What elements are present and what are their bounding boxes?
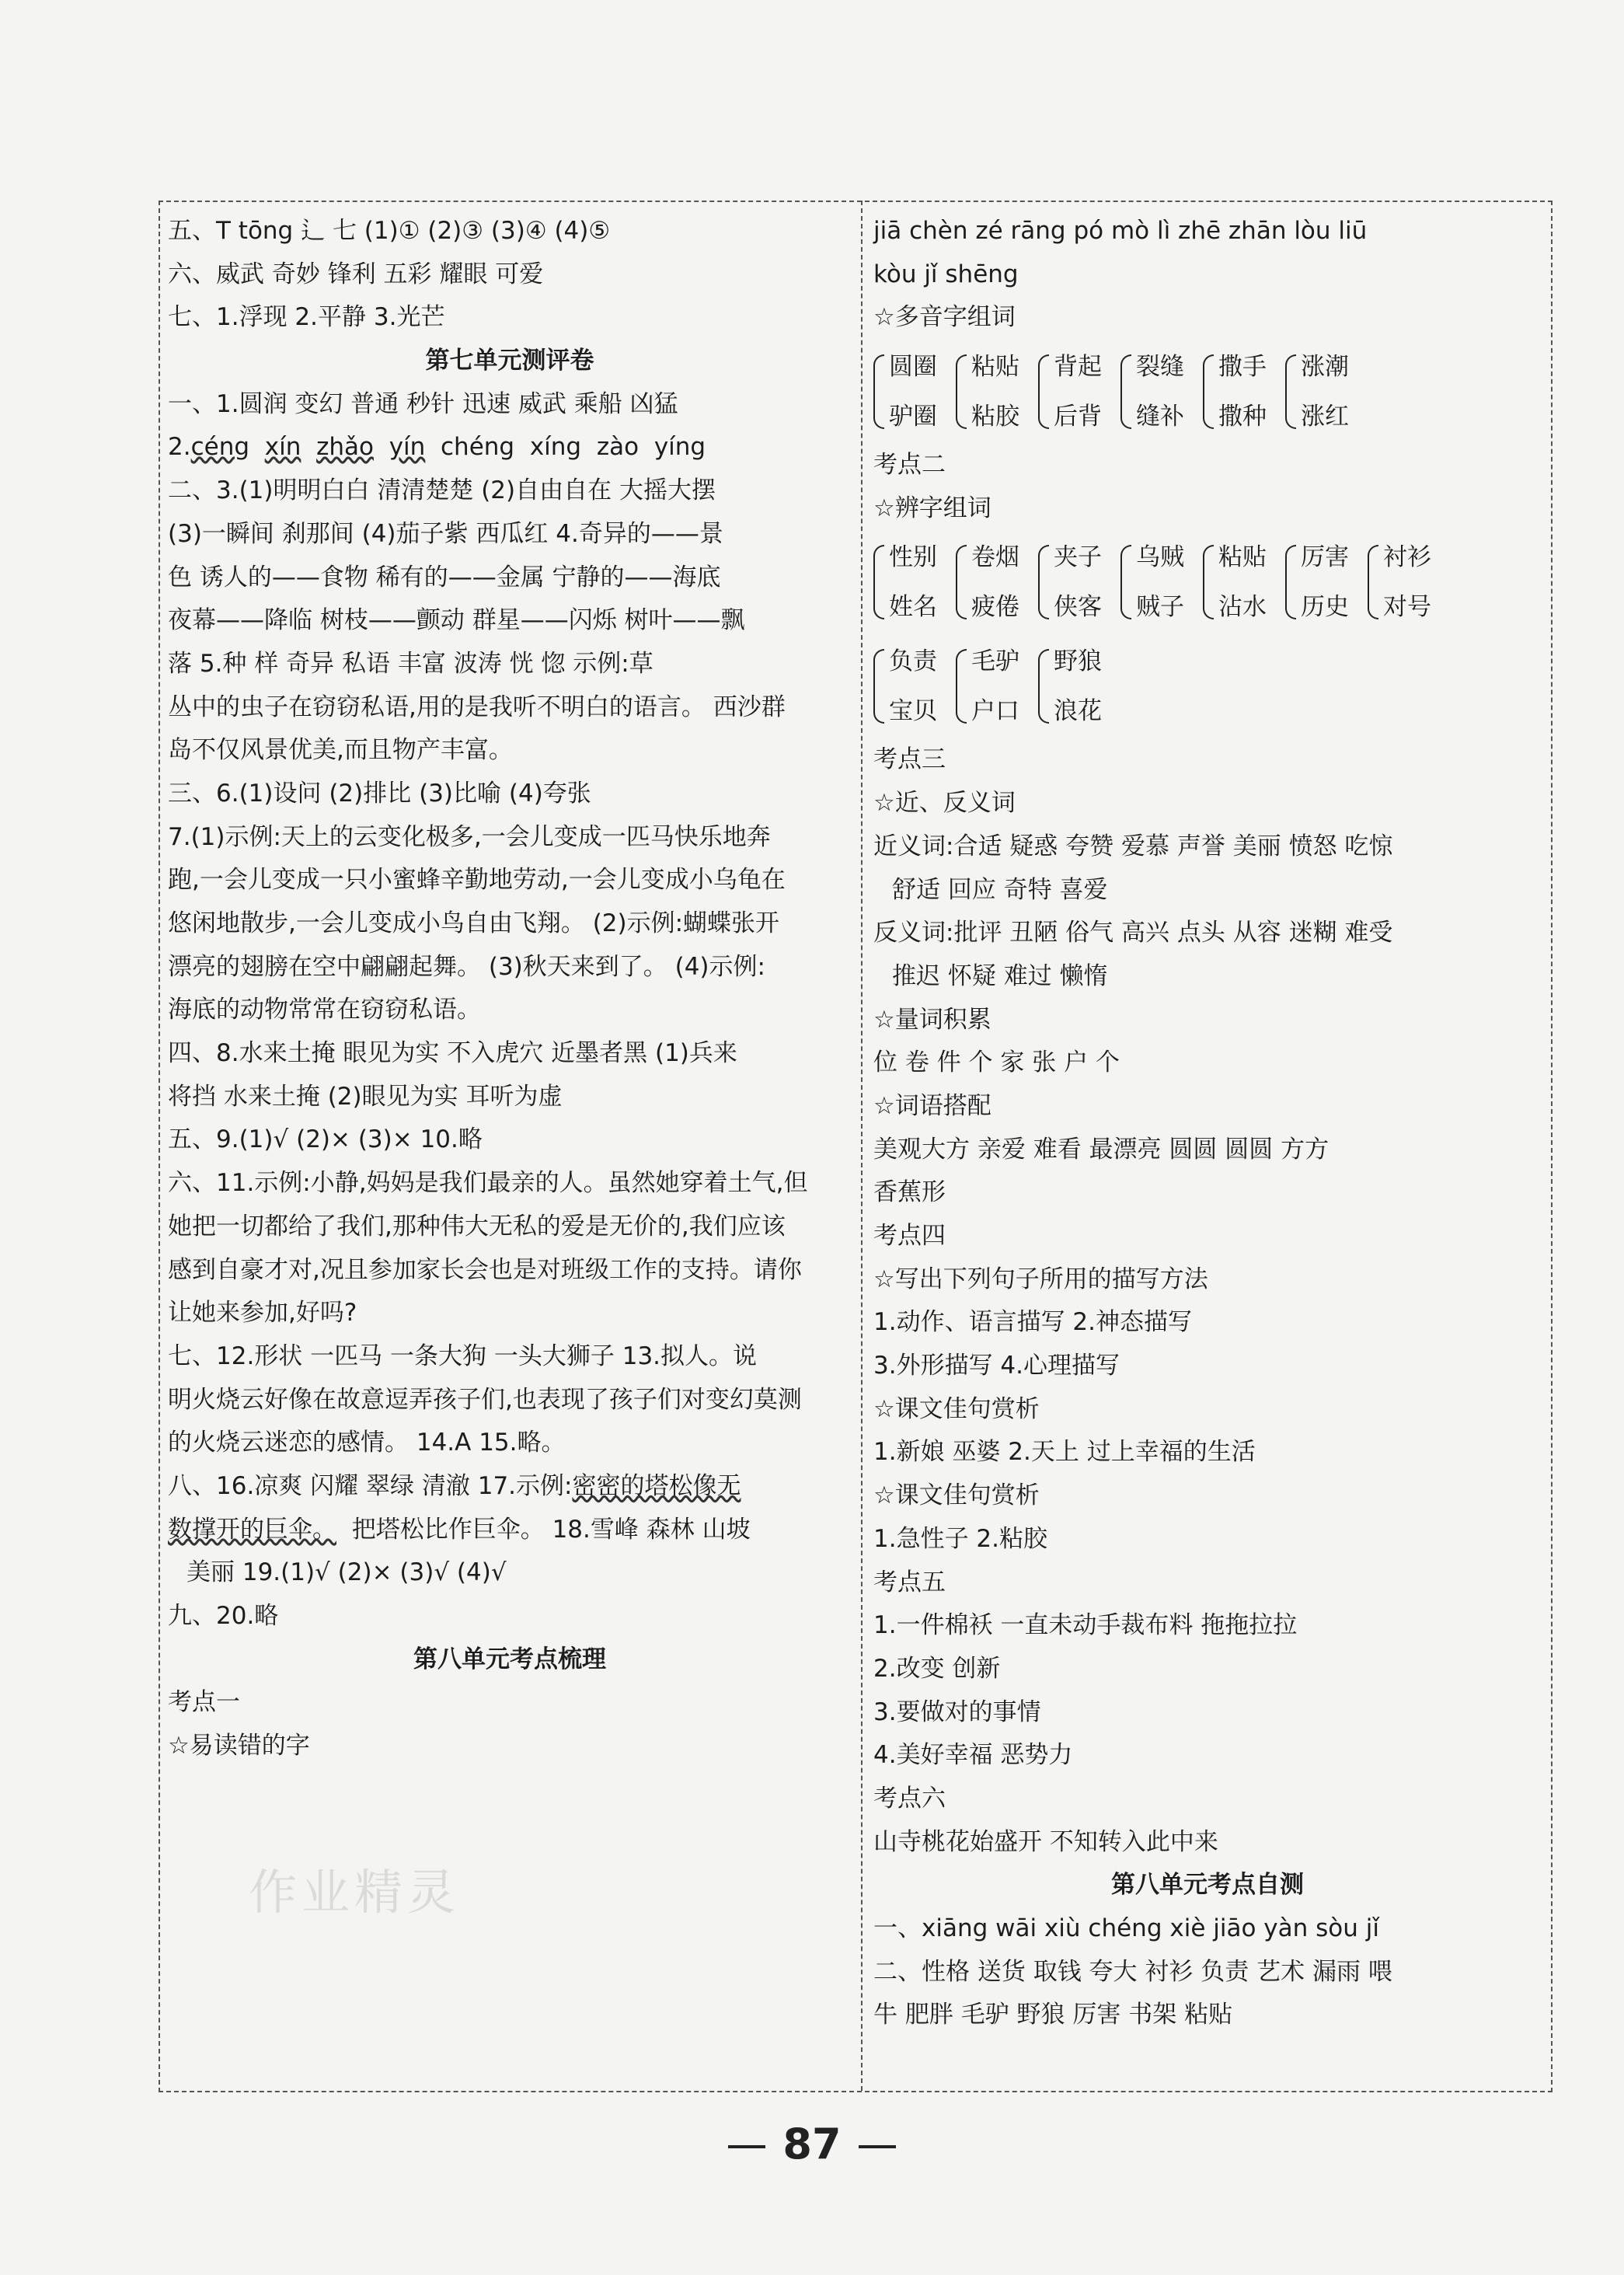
answer-line: 跑,一会儿变成一只小蜜蜂辛勤地劳动,一会儿变成小乌龟在 <box>168 866 786 895</box>
answer-line: 六、11.示例:小静,妈妈是我们最亲的人。虽然她穿着土气,但 <box>168 1169 808 1198</box>
subsection-label: ☆课文佳句赏析 <box>873 1394 1040 1423</box>
underlined-text: 密密的塔松像无 <box>572 1471 741 1500</box>
answer-line: 二、3.(1)明明白白 清清楚楚 (2)自由自在 大摇大摆 <box>168 476 716 505</box>
pinyin-word: xín <box>264 433 301 462</box>
pinyin-word: xíng <box>529 433 582 462</box>
subsection-label: 考点五 <box>873 1568 946 1596</box>
answer-line: 7.(1)示例:天上的云变化极多,一会儿变成一匹马快乐地奔 <box>168 822 771 851</box>
brace-icon <box>956 354 967 429</box>
answer-line: 香蕉形 <box>873 1178 946 1207</box>
brace-icon <box>1038 649 1049 724</box>
answer-line: 反义词:批评 丑陋 俗气 高兴 点头 从容 迷糊 难受 <box>873 919 1393 947</box>
answer-line: 的火烧云迷恋的感情。 14.A 15.略。 <box>168 1429 566 1457</box>
word-pair: 裂缝 缝补 <box>1120 349 1184 434</box>
answer-line: 她把一切都给了我们,那种伟大无私的爱是无价的,我们应该 <box>168 1212 786 1240</box>
watermark-text: 作业精灵 <box>249 1864 461 1921</box>
answer-line: 夜幕——降临 树枝——颤动 群星——闪烁 树叶——飘 <box>168 606 745 635</box>
brace-icon <box>1038 354 1049 429</box>
answer-line: 位 卷 件 个 家 张 户 个 <box>873 1049 1120 1077</box>
pinyin-word: chéng <box>441 433 515 462</box>
answer-line: 3.要做对的事情 <box>873 1698 1041 1726</box>
left-column <box>168 210 852 1768</box>
brace-icon <box>956 649 967 724</box>
answer-line: 丛中的虫子在窃窃私语,用的是我听不明白的语言。 西沙群 <box>168 693 786 721</box>
answer-line: 1.一件棉袄 一直未动手裁布料 拖拖拉拉 <box>873 1611 1298 1640</box>
subsection-label: ☆写出下列句子所用的描写方法 <box>873 1265 1208 1293</box>
pinyin-line: 一、xiāng wāi xiù chéng xiè jiāo yàn sòu jǐ <box>873 1914 1379 1942</box>
answer-line: 推迟 怀疑 难过 懒惰 <box>892 961 1108 990</box>
answer-line: (3)一瞬间 刹那间 (4)茄子紫 西瓜红 4.奇异的——景 <box>168 519 723 548</box>
answer-line: 美丽 19.(1)√ (2)× (3)√ (4)√ <box>186 1558 507 1587</box>
brace-icon <box>1285 545 1296 619</box>
pinyin-word: zào <box>596 433 639 462</box>
brace-icon <box>1285 354 1296 429</box>
subsection-label: ☆易读错的字 <box>168 1732 310 1760</box>
brace-icon <box>1120 354 1131 429</box>
pinyin-line: kòu jǐ shēng <box>873 260 1019 288</box>
right-column <box>873 210 1542 2037</box>
dash-decoration <box>728 2145 765 2148</box>
word-pair: 背起 后背 <box>1038 349 1102 434</box>
answer-line: 将挡 水来土掩 (2)眼见为实 耳听为虚 <box>168 1082 563 1111</box>
answer-line: 五、9.(1)√ (2)× (3)× 10.略 <box>168 1125 483 1154</box>
answer-line: 六、威武 奇妙 锋利 五彩 耀眼 可爱 <box>168 260 544 288</box>
subsection-label: 考点一 <box>168 1688 240 1717</box>
page-number-text: 87 <box>782 2120 842 2169</box>
subsection-label: 考点四 <box>873 1222 946 1250</box>
word-pair: 圆圈 驴圈 <box>873 349 937 434</box>
distinguish-pairs-row2 <box>873 634 1542 738</box>
word-pair: 粘贴 粘胶 <box>956 349 1019 434</box>
pinyin-word: céng <box>190 433 250 462</box>
word-pair: 乌贼 贼子 <box>1120 539 1184 625</box>
answer-line: 1.动作、语言描写 2.神态描写 <box>873 1308 1193 1337</box>
pinyin-word: yín <box>389 433 426 462</box>
answer-line: 舒适 回应 奇特 喜爱 <box>892 875 1108 904</box>
word-pair: 毛驴 户口 <box>956 644 1019 729</box>
answer-line: 漂亮的翅膀在空中翩翩起舞。 (3)秋天来到了。 (4)示例: <box>168 952 765 981</box>
answer-line: 落 5.种 样 奇异 私语 丰富 波涛 恍 惚 示例:草 <box>168 649 653 678</box>
pinyin-word: zhǎo <box>316 433 374 462</box>
answer-line: 明火烧云好像在故意逗弄孩子们,也表现了孩子们对变幻莫测 <box>168 1385 802 1414</box>
section-title-unit8-test: 第八单元考点自测 <box>1111 1871 1304 1900</box>
word-pair: 撒手 撒种 <box>1203 349 1267 434</box>
answer-line: 九、20.略 <box>168 1602 279 1630</box>
answer-line: 美观大方 亲爱 难看 最漂亮 圆圆 圆圆 方方 <box>873 1135 1330 1164</box>
brace-icon <box>1368 545 1378 619</box>
brace-icon <box>873 545 884 619</box>
answer-line: 七、12.形状 一匹马 一条大狗 一头大狮子 13.拟人。说 <box>168 1342 758 1370</box>
subsection-label: 考点二 <box>873 451 946 480</box>
polyphone-pairs <box>873 340 1542 444</box>
subsection-label: 考点六 <box>873 1784 946 1813</box>
word-pair: 夹子 侠客 <box>1038 539 1102 625</box>
brace-icon <box>956 545 967 619</box>
underlined-text: 数撑开的巨伞。 <box>168 1515 336 1544</box>
answer-line <box>168 1465 852 1509</box>
brace-icon <box>873 354 884 429</box>
word-pair: 负责 宝贝 <box>873 644 937 729</box>
answer-line: 让她来参加,好吗? <box>168 1299 357 1328</box>
pinyin-line <box>168 426 852 469</box>
answer-line: 岛不仅风景优美,而且物产丰富。 <box>168 736 513 765</box>
brace-icon <box>1038 545 1049 619</box>
word-pair: 涨潮 涨红 <box>1285 349 1349 434</box>
question-number: 2. <box>168 433 191 462</box>
word-pair: 衬衫 对号 <box>1368 539 1431 625</box>
subsection-label: ☆课文佳句赏析 <box>873 1481 1040 1510</box>
subsection-label: ☆辨字组词 <box>873 494 991 522</box>
subsection-label: ☆量词积累 <box>873 1005 991 1034</box>
distinguish-pairs-row1 <box>873 530 1542 634</box>
word-pair: 卷烟 疲倦 <box>956 539 1019 625</box>
answer-line <box>168 1509 852 1552</box>
answer-line: 色 诱人的——食物 稀有的——金属 宁静的——海底 <box>168 563 721 591</box>
brace-icon <box>873 649 884 724</box>
page-number <box>0 2120 1624 2169</box>
answer-line: 4.美好幸福 恶势力 <box>873 1741 1073 1770</box>
answer-line: 二、性格 送货 取钱 夸大 衬衫 负责 艺术 漏雨 喂 <box>873 1957 1392 1986</box>
subsection-label: ☆词语搭配 <box>873 1091 991 1120</box>
answer-line: 1.新娘 巫婆 2.天上 过上幸福的生活 <box>873 1438 1256 1467</box>
answer-line: 悠闲地散步,一会儿变成小鸟自由飞翔。 (2)示例:蝴蝶张开 <box>168 909 780 937</box>
answer-line: 海底的动物常常在窃窃私语。 <box>168 996 481 1024</box>
column-divider <box>861 201 863 2091</box>
subsection-label: ☆近、反义词 <box>873 789 1016 818</box>
subsection-label: 考点三 <box>873 745 946 774</box>
answer-line: 1.急性子 2.粘胶 <box>873 1524 1048 1553</box>
answer-line: 一、1.圆润 变幻 普通 秒针 迅速 威武 乘船 凶猛 <box>168 389 678 418</box>
brace-icon <box>1120 545 1131 619</box>
section-title-unit7-test: 第七单元测评卷 <box>425 347 594 375</box>
pinyin-line: jiā chèn zé rāng pó mò lì zhē zhān lòu liū <box>873 217 1368 245</box>
answer-text: 把塔松比作巨伞。 18.雪峰 森林 山坡 <box>351 1515 751 1544</box>
answer-line: 近义词:合适 疑惑 夸赞 爱慕 声誉 美丽 愤怒 吃惊 <box>873 832 1393 860</box>
answer-line: 3.外形描写 4.心理描写 <box>873 1352 1120 1380</box>
answer-line: 2.改变 创新 <box>873 1654 1001 1683</box>
subsection-label: ☆多音字组词 <box>873 303 1016 332</box>
word-pair: 性别 姓名 <box>873 539 937 625</box>
word-pair: 粘贴 沾水 <box>1203 539 1267 625</box>
brace-icon <box>1203 354 1214 429</box>
brace-icon <box>1203 545 1214 619</box>
answer-line: 五、T tōng ⻍ 七 (1)① (2)③ (3)④ (4)⑤ <box>168 217 611 245</box>
answer-line: 感到自豪才对,况且参加家长会也是对班级工作的支持。请你 <box>168 1255 802 1284</box>
answer-text: 八、16.凉爽 闪耀 翠绿 清澈 17.示例: <box>168 1471 573 1500</box>
answer-line: 三、6.(1)设问 (2)排比 (3)比喻 (4)夸张 <box>168 779 591 808</box>
word-pair: 野狼 浪花 <box>1038 644 1102 729</box>
answer-line: 山寺桃花始盛开 不知转入此中来 <box>873 1827 1218 1856</box>
section-title-unit8-review: 第八单元考点梳理 <box>413 1645 606 1673</box>
answer-line: 四、8.水来土掩 眼见为实 不入虎穴 近墨者黑 (1)兵来 <box>168 1039 737 1068</box>
dash-decoration <box>859 2145 896 2148</box>
answer-line: 七、1.浮现 2.平静 3.光芒 <box>168 303 445 332</box>
pinyin-word: yíng <box>653 433 706 462</box>
answer-line: 牛 肥胖 毛驴 野狼 厉害 书架 粘贴 <box>873 2001 1233 2029</box>
word-pair: 厉害 历史 <box>1285 539 1349 625</box>
